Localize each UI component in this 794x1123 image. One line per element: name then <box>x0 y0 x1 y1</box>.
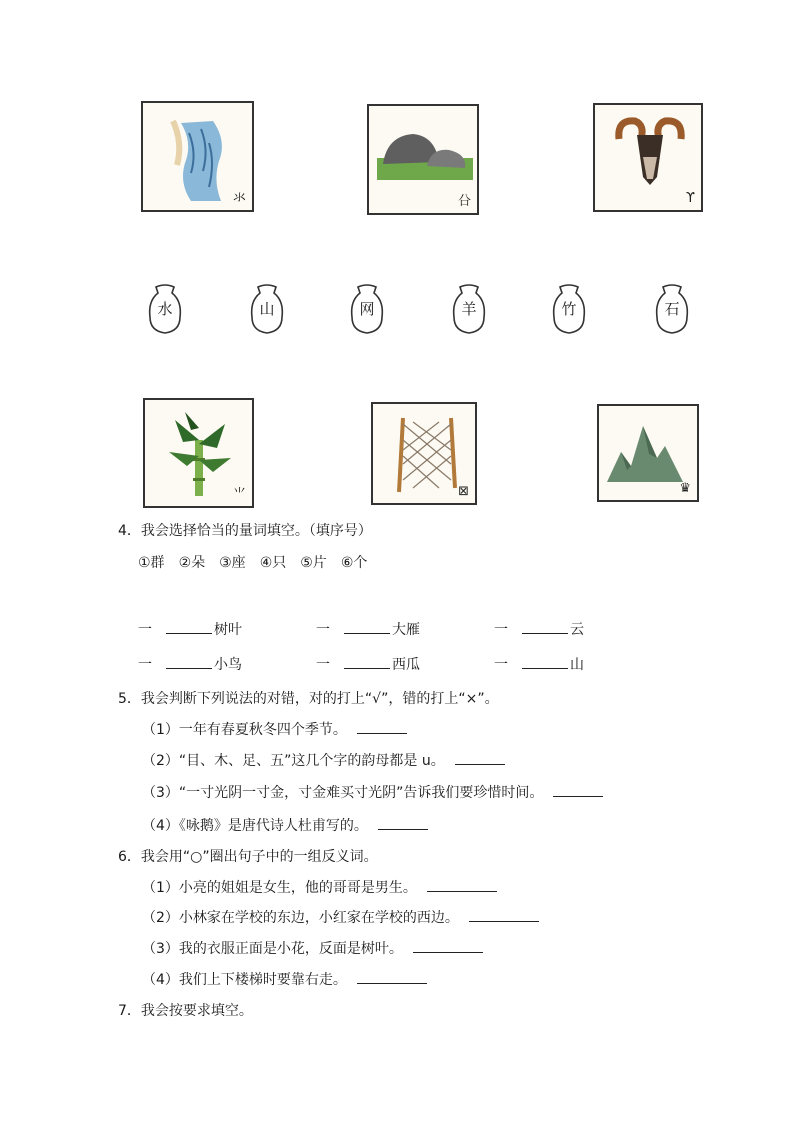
option: ⑥个 <box>340 555 368 571</box>
question-4-title: 4．我会选择恰当的量词填空。（填序号） <box>118 523 372 539</box>
character-sack <box>250 283 284 335</box>
picture-glyph: 氺 <box>232 191 246 206</box>
fill-item: 一 西瓜 <box>316 654 420 674</box>
picture-glyph: 㕣 <box>457 194 471 209</box>
picture-glyph: ϒ <box>685 191 695 206</box>
answer-blank[interactable] <box>522 654 568 669</box>
answer-blank[interactable] <box>344 654 390 669</box>
antonym-item: （2）小林家在学校的东边，小红家在学校的西边。 <box>142 907 541 927</box>
fill-item: 一 云 <box>494 619 584 639</box>
answer-blank[interactable] <box>522 619 568 634</box>
answer-blank[interactable] <box>413 938 483 953</box>
answer-blank[interactable] <box>455 750 505 765</box>
answer-blank[interactable] <box>166 619 212 634</box>
picture-card-net <box>371 402 477 505</box>
answer-blank[interactable] <box>357 969 427 984</box>
antonym-item: （3）我的衣服正面是小花，反面是树叶。 <box>142 938 485 958</box>
answer-blank[interactable] <box>378 815 428 830</box>
antonym-item: （4）我们上下楼梯时要靠右走。 <box>142 969 429 989</box>
judgement-item: （2）“目、木、足、五”这几个字的韵母都是 u。 <box>142 750 507 770</box>
picture-card-mountain <box>597 404 699 502</box>
fill-item: 一 大雁 <box>316 619 420 639</box>
option: ⑤片 <box>300 555 327 571</box>
picture-card-waterfall <box>141 101 254 212</box>
fill-item: 一 小鸟 <box>138 654 242 674</box>
option: ①群 <box>138 555 165 571</box>
measure-word-options <box>138 552 381 572</box>
answer-blank[interactable] <box>166 654 212 669</box>
fill-item: 一 树叶 <box>138 619 242 639</box>
answer-blank[interactable] <box>427 877 497 892</box>
option: ③座 <box>219 555 246 571</box>
judgement-item: （4）《咏鹅》是唐代诗人杜甫写的。 <box>142 815 430 835</box>
picture-card-rocks <box>367 104 479 215</box>
sack-character: 羊 <box>461 300 477 318</box>
option: ②朵 <box>178 555 206 571</box>
question-6-title: 6．我会用“○”圈出句子中的一组反义词。 <box>118 849 378 865</box>
character-sack <box>452 283 486 335</box>
answer-blank[interactable] <box>553 782 603 797</box>
sack-character: 竹 <box>561 300 577 318</box>
sack-character: 水 <box>157 300 173 318</box>
character-sack <box>148 283 182 335</box>
picture-glyph: ⺌ <box>232 487 246 502</box>
question-7-title: 7．我会按要求填空。 <box>118 1003 253 1019</box>
judgement-item: （1）一年有春夏秋冬四个季节。 <box>142 719 409 739</box>
picture-card-ram <box>593 103 703 212</box>
sack-character: 石 <box>664 300 680 318</box>
picture-card-bamboo <box>143 398 254 508</box>
question-5-title: 5．我会判断下列说法的对错，对的打上“√”，错的打上“×”。 <box>118 691 499 707</box>
option: ④只 <box>259 555 287 571</box>
sack-character: 网 <box>359 300 375 318</box>
character-sack <box>350 283 384 335</box>
sack-character: 山 <box>259 300 275 318</box>
fill-item: 一 山 <box>494 654 584 674</box>
judgement-item: （3）“一寸光阴一寸金，寸金难买寸光阴”告诉我们要珍惜时间。 <box>142 782 605 802</box>
picture-glyph: ♛ <box>679 481 691 496</box>
picture-glyph: ⊠ <box>458 484 469 499</box>
answer-blank[interactable] <box>357 719 407 734</box>
character-sack <box>552 283 586 335</box>
answer-blank[interactable] <box>344 619 390 634</box>
antonym-item: （1）小亮的姐姐是女生，他的哥哥是男生。 <box>142 877 499 897</box>
answer-blank[interactable] <box>469 907 539 922</box>
character-sack <box>655 283 689 335</box>
